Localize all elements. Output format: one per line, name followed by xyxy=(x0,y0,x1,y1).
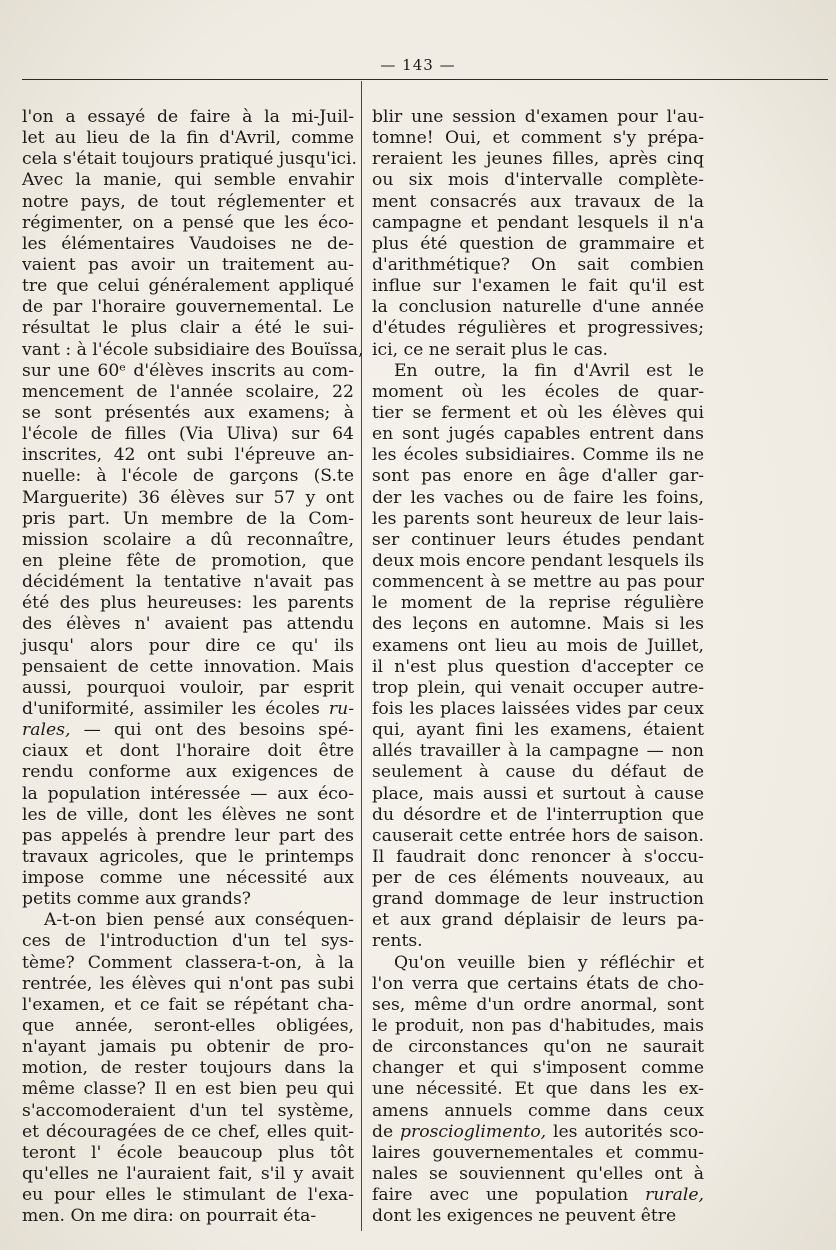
text-line: ces de l'introduction d'un tel sys- xyxy=(22,931,354,952)
left-column xyxy=(22,107,364,1227)
text-line: tre que celui généralement appliqué xyxy=(22,276,354,297)
text-line: amens annuels comme dans ceux xyxy=(372,1100,704,1121)
text-line: per de ces éléments nouveaux, au xyxy=(372,868,704,889)
text-line: se sont présentés aux examens; à xyxy=(22,402,354,423)
text-line: trop plein, qui venait occuper autre- xyxy=(372,677,704,698)
text-line: sont pas enore en âge d'aller gar- xyxy=(372,466,704,487)
header-rule xyxy=(22,79,828,80)
text-line: impose comme une nécessité aux xyxy=(22,868,354,889)
text-line: l'examen, et ce fait se répétant cha- xyxy=(22,994,354,1015)
text-line: décidément la tentative n'avait pas xyxy=(22,572,354,593)
text-line: teront l' école beaucoup plus tôt xyxy=(22,1142,354,1163)
text-line: l'école de filles (Via Uliva) sur 64 xyxy=(22,424,354,445)
page-number: — 143 — xyxy=(380,56,456,74)
text-line: commencent à se mettre au pas pour xyxy=(372,572,704,593)
text-line: motion, de rester toujours dans la xyxy=(22,1058,354,1079)
text-line: faire avec une population rurale, xyxy=(372,1185,704,1206)
text-line: en pleine fête de promotion, que xyxy=(22,550,354,571)
text-line: Il faudrait donc renoncer à s'occu- xyxy=(372,846,704,867)
text-line: laires gouvernementales et commu- xyxy=(372,1142,704,1163)
text-line: d'uniformité, assimiler les écoles ru- xyxy=(22,698,354,719)
right-column xyxy=(372,107,704,1227)
text-line: une nécessité. Et que dans les ex- xyxy=(372,1079,704,1100)
text-line: place, mais aussi et surtout à cause xyxy=(372,783,704,804)
text-line: n'ayant jamais pu obtenir de pro- xyxy=(22,1037,354,1058)
text-line: Marguerite) 36 élèves sur 57 y ont xyxy=(22,487,354,508)
text-line: seulement à cause du défaut de xyxy=(372,762,704,783)
text-line: pris part. Un membre de la Com- xyxy=(22,508,354,529)
text-line: ou six mois d'intervalle complète- xyxy=(372,170,704,191)
text-line: qui, ayant fini les examens, étaient xyxy=(372,720,704,741)
text-line: dont les exigences ne peuvent être xyxy=(372,1206,677,1227)
text-line: der les vaches ou de faire les foins, xyxy=(372,487,704,508)
text-line: sur une 60ᵉ d'élèves inscrits au com- xyxy=(22,360,354,381)
text-line: mencement de l'année scolaire, 22 xyxy=(22,381,354,402)
text-line: et découragées de ce chef, elles quit- xyxy=(22,1121,354,1142)
text-line: vaient pas avoir un traitement au- xyxy=(22,254,354,275)
text-line: grand dommage de leur instruction xyxy=(372,889,704,910)
text-line: petits comme aux grands? xyxy=(22,889,252,910)
text-line: il n'est plus question d'accepter ce xyxy=(372,656,704,677)
text-line: résultat le plus clair a été le sui- xyxy=(22,318,354,339)
text-line: s'accomoderaient d'un tel système, xyxy=(22,1100,354,1121)
text-line: régimenter, on a pensé que les éco- xyxy=(22,212,354,233)
text-line: des élèves n' avaient pas attendu xyxy=(22,614,354,635)
text-line: du désordre et de l'interruption que xyxy=(372,804,704,825)
column-divider xyxy=(361,81,362,1231)
text-line: campagne et pendant lesquels il n'a xyxy=(372,212,704,233)
text-line: rents. xyxy=(372,931,423,952)
text-line: blir une session d'examen pour l'au- xyxy=(372,107,704,127)
text-line: tier se ferment et où les élèves qui xyxy=(372,402,704,423)
text-line: de par l'horaire gouvernemental. Le xyxy=(22,297,354,318)
text-line: qu'elles ne l'auraient fait, s'il y avait xyxy=(22,1164,354,1185)
text-line: les écoles subsidiaires. Comme ils ne xyxy=(372,445,704,466)
text-line: les de ville, dont les élèves ne sont xyxy=(22,804,354,825)
text-line: vant : à l'école subsidiaire des Bouïssa, xyxy=(22,339,364,360)
text-line: que année, seront-elles obligées, xyxy=(22,1016,354,1037)
text-line: d'études régulières et progressives; xyxy=(372,318,704,339)
text-line: de circonstances qu'on ne saurait xyxy=(372,1037,704,1058)
text-line: rales, — qui ont des besoins spé- xyxy=(22,720,354,741)
text-line: allés travailler à la campagne — non xyxy=(372,741,704,762)
text-line: ses, même d'un ordre anormal, sont xyxy=(372,994,704,1015)
text-line: nales se souviennent qu'elles ont à xyxy=(372,1164,704,1185)
text-line: ciaux et dont l'horaire doit être xyxy=(22,741,354,762)
text-line: Qu'on veuille bien y réfléchir et xyxy=(394,952,704,973)
text-line: le moment de la reprise régulière xyxy=(372,593,704,614)
text-line: rentrée, les élèves qui n'ont pas subi xyxy=(22,973,354,994)
text-line: en sont jugés capables entrent dans xyxy=(372,424,704,445)
text-line: ici, ce ne serait plus le cas. xyxy=(372,339,608,360)
text-line: et aux grand déplaisir de leurs pa- xyxy=(372,910,704,931)
text-line: d'arithmétique? On sait combien xyxy=(372,254,704,275)
text-line: la conclusion naturelle d'une année xyxy=(372,297,704,318)
text-line: le produit, non pas d'habitudes, mais xyxy=(372,1016,704,1037)
text-line: plus été question de grammaire et xyxy=(372,233,704,254)
text-line: les parents sont heureux de leur lais- xyxy=(372,508,704,529)
text-line: cela s'était toujours pratiqué jusqu'ici. xyxy=(22,149,357,170)
text-line: inscrites, 42 ont subi l'épreuve an- xyxy=(22,445,354,466)
text-line: A-t-on bien pensé aux conséquen- xyxy=(44,910,354,931)
text-line: tomne! Oui, et comment s'y prépa- xyxy=(372,128,704,149)
text-line: eu pour elles le stimulant de l'exa- xyxy=(22,1185,354,1206)
text-line: influe sur l'examen le fait qu'il est xyxy=(372,276,704,297)
text-line: moment où les écoles de quar- xyxy=(372,381,704,402)
text-line: rendu conforme aux exigences de xyxy=(22,762,354,783)
text-line: de proscioglimento, les autorités sco- xyxy=(372,1121,704,1142)
text-line: été des plus heureuses: les parents xyxy=(22,593,354,614)
text-line: tème? Comment classera-t-on, à la xyxy=(22,952,354,973)
text-line: examens ont lieu au mois de Juillet, xyxy=(372,635,704,656)
text-line: même classe? Il en est bien peu qui xyxy=(22,1079,354,1100)
text-line: la population intéressée — aux éco- xyxy=(22,783,354,804)
text-line: pas appelés à prendre leur part des xyxy=(22,825,354,846)
text-line: deux mois encore pendant lesquels ils xyxy=(372,550,705,571)
text-line: les élémentaires Vaudoises ne de- xyxy=(22,233,354,254)
text-line: jusqu' alors pour dire ce qu' ils xyxy=(22,635,354,656)
text-line: ser continuer leurs études pendant xyxy=(372,529,704,550)
text-line: reraient les jeunes filles, après cinq xyxy=(372,149,704,170)
text-line: let au lieu de la fin d'Avril, comme xyxy=(22,128,354,149)
text-line: travaux agricoles, que le printemps xyxy=(22,846,354,867)
text-line: l'on verra que certains états de cho- xyxy=(372,973,704,994)
text-line: notre pays, de tout réglementer et xyxy=(22,191,354,212)
text-line: Avec la manie, qui semble envahir xyxy=(22,170,354,191)
text-line: mission scolaire a dû reconnaître, xyxy=(22,529,354,550)
text-line: causerait cette entrée hors de saison. xyxy=(372,825,704,846)
text-line: nuelle: à l'école de garçons (S.te xyxy=(22,466,354,487)
text-line: l'on a essayé de faire à la mi-Juil- xyxy=(22,107,354,127)
text-line: men. On me dira: on pourrait éta- xyxy=(22,1206,317,1227)
text-line: ment consacrés aux travaux de la xyxy=(372,191,704,212)
text-line: aussi, pourquoi vouloir, par esprit xyxy=(22,677,354,698)
text-line: pensaient de cette innovation. Mais xyxy=(22,656,354,677)
text-line: En outre, la fin d'Avril est le xyxy=(394,360,704,381)
text-line: fois les places laissées vides par ceux xyxy=(372,698,704,719)
text-line: changer et qui s'imposent comme xyxy=(372,1058,704,1079)
text-line: des leçons en automne. Mais si les xyxy=(372,614,704,635)
